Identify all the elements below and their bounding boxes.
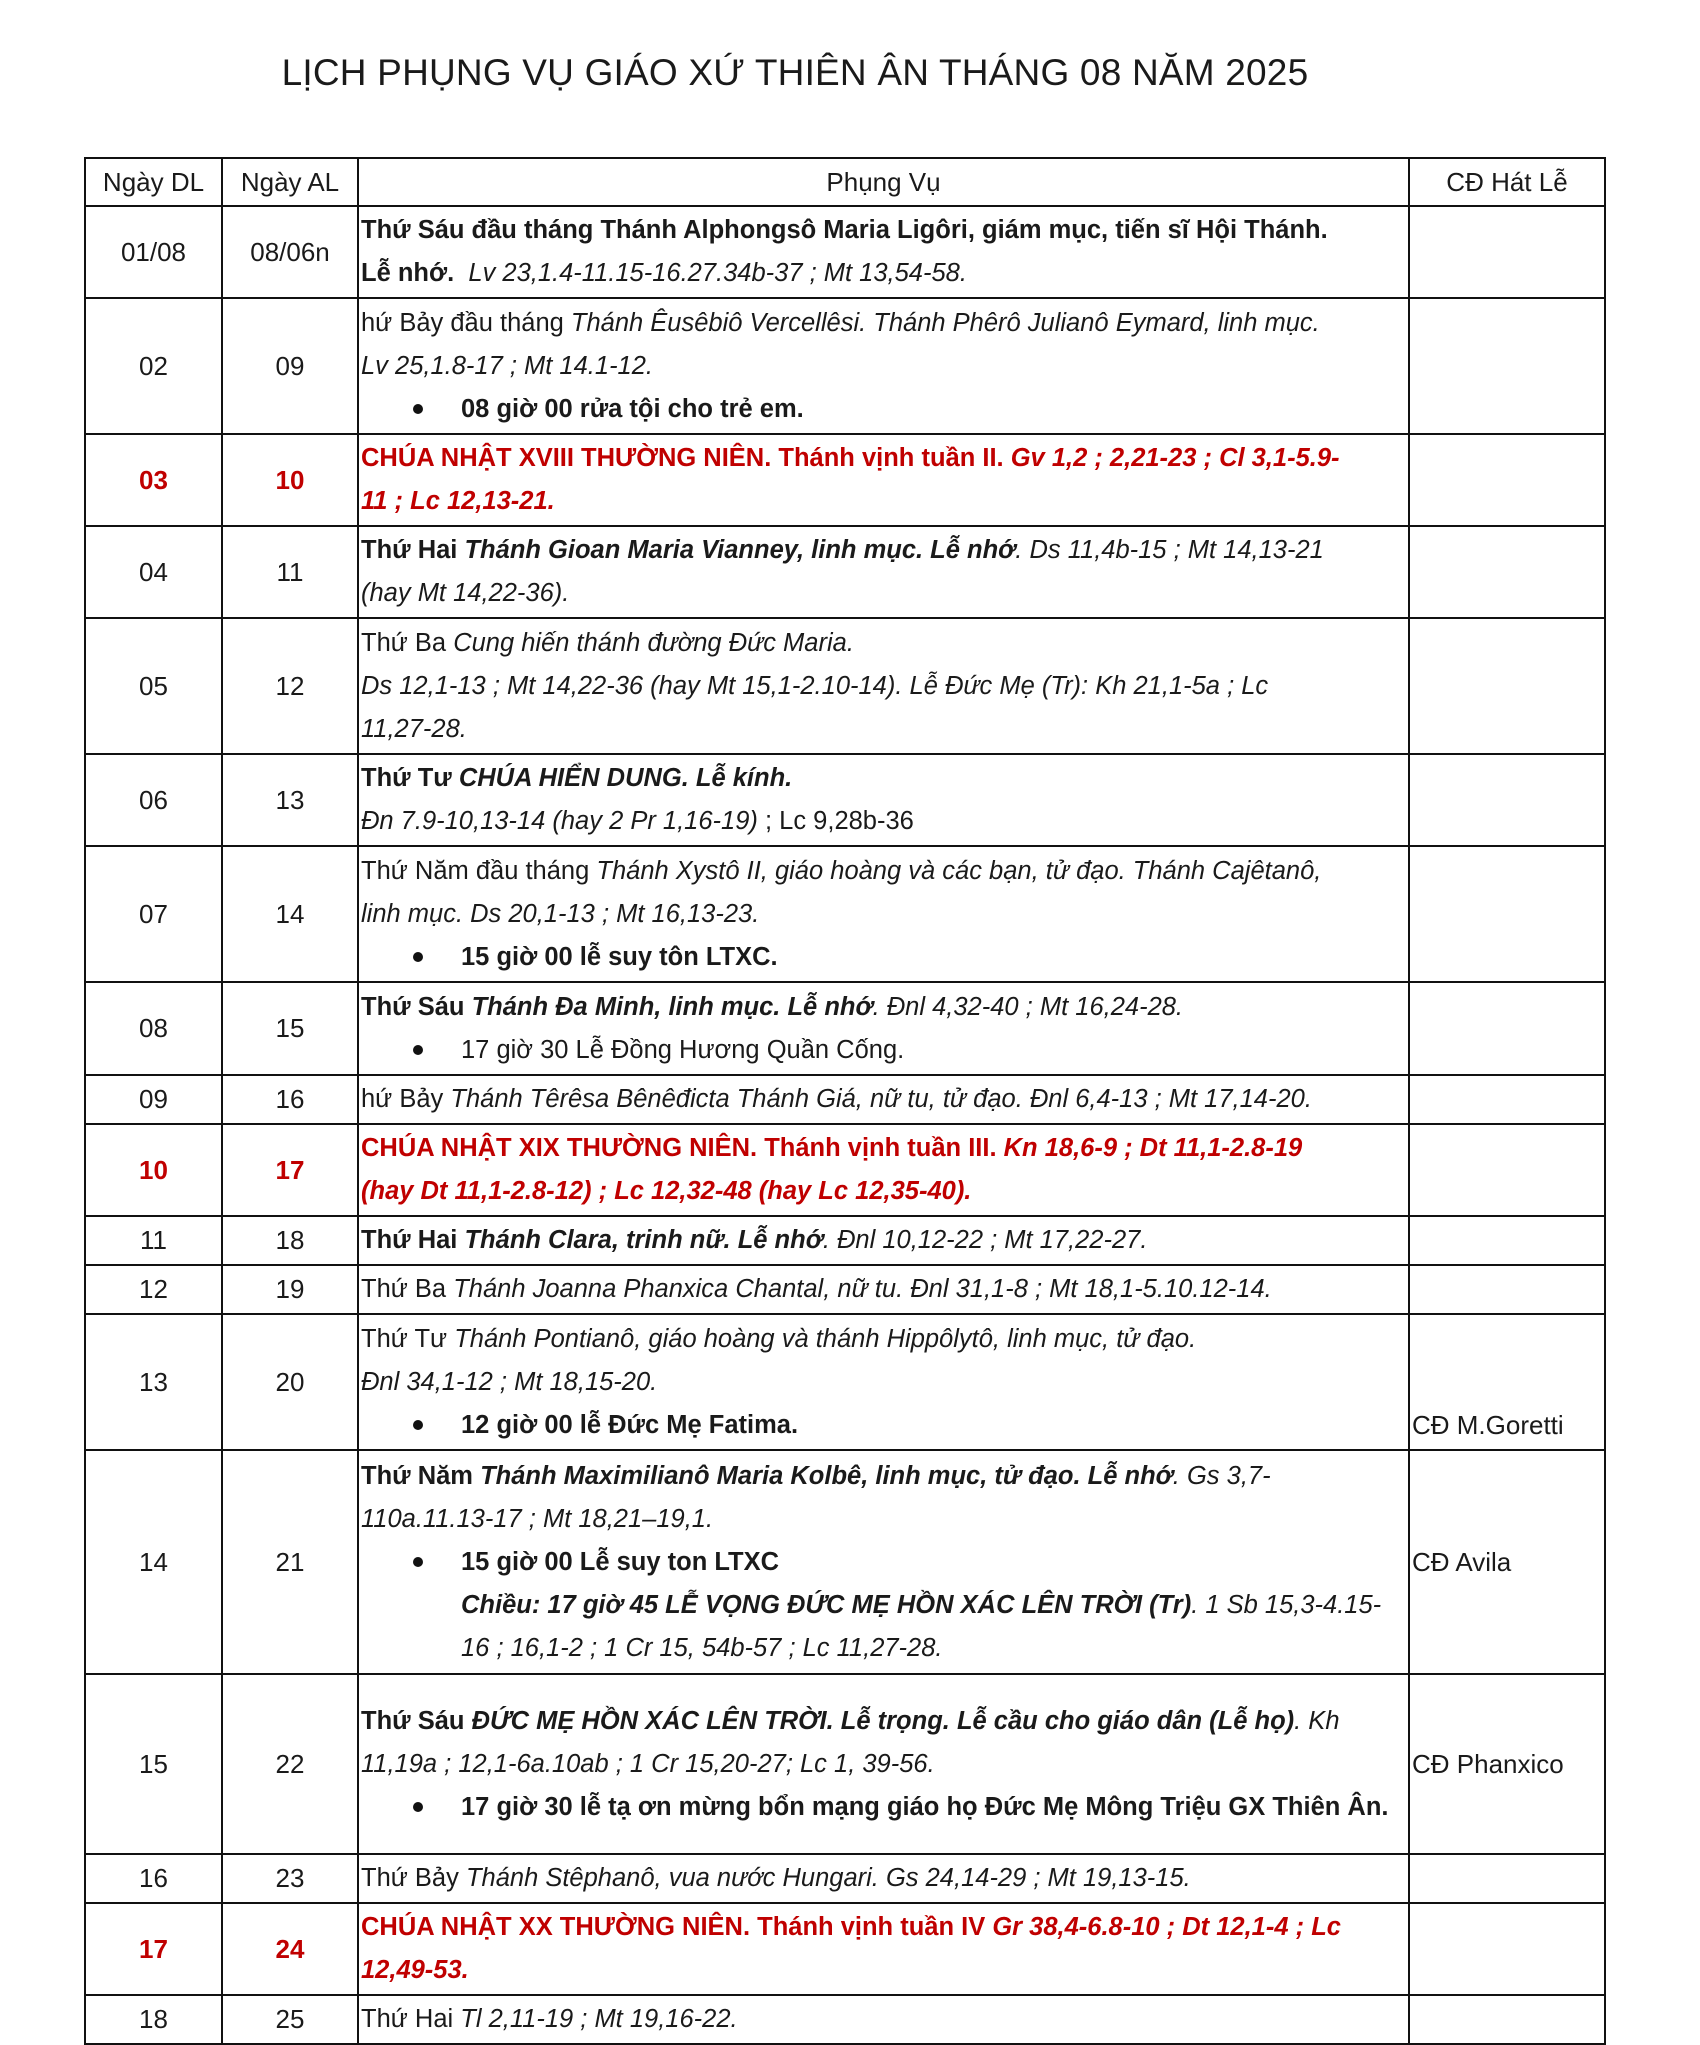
readings: (hay Dt 11,1-2.8-12) ; Lc 12,32-48 (hay Lc 12,35-40). [361, 1177, 972, 1205]
solar-date: 15 [85, 1674, 222, 1854]
lunar-date: 24 [222, 1903, 358, 1995]
header-solar-date: Ngày DL [85, 158, 222, 206]
readings: Gr 38,4-6.8-10 ; Dt 12,1-4 ; Lc [992, 1913, 1341, 1941]
table-row [85, 1075, 1605, 1124]
solar-date: 02 [85, 298, 222, 434]
readings: 110a.11.13-17 ; Mt 18,21–19,1. [361, 1504, 714, 1533]
weekday: Thứ Năm đầu tháng [361, 856, 597, 885]
weekday: Thứ Năm [361, 1461, 481, 1490]
table-row [85, 618, 1605, 754]
readings: Đnl 34,1-12 ; Mt 18,15-20. [361, 1367, 658, 1396]
readings: Gv 1,2 ; 2,21-23 ; Cl 3,1-5.9- [1010, 444, 1340, 472]
liturgy-cell [358, 434, 1409, 526]
table-row [85, 206, 1605, 298]
liturgy-cell [358, 1216, 1409, 1265]
liturgy-cell [358, 1075, 1409, 1124]
choir-cell [1409, 298, 1605, 434]
readings: 12,49-53. [361, 1956, 469, 1984]
lunar-date: 23 [222, 1854, 358, 1903]
table-row [85, 1854, 1605, 1903]
liturgy-cell [358, 846, 1409, 982]
choir-cell [1409, 1075, 1605, 1124]
readings: (hay Mt 14,22-36). [361, 579, 570, 607]
lunar-date: 22 [222, 1674, 358, 1854]
page-title: LỊCH PHỤNG VỤ GIÁO XỨ THIÊN ÂN THÁNG 08 NĂM 2025 [281, 52, 1309, 93]
solar-date: 18 [85, 1995, 222, 2044]
lunar-date: 21 [222, 1450, 358, 1674]
lunar-date: 15 [222, 982, 358, 1075]
liturgy-cell [358, 298, 1409, 434]
lunar-date: 20 [222, 1314, 358, 1450]
choir-cell [1409, 1995, 1605, 2044]
weekday: Thứ Sáu [361, 1706, 472, 1735]
choir-cell [1409, 1216, 1605, 1265]
choir-cell: CĐ M.Goretti [1409, 1314, 1605, 1450]
solar-date: 09 [85, 1075, 222, 1124]
readings: . Đnl 4,32-40 ; Mt 16,24-28. [872, 992, 1184, 1021]
saint-name: Thánh Maximilianô Maria Kolbê, linh mục, tử đạo. Lễ nhớ [480, 1461, 1173, 1490]
readings: Kn 18,6-9 ; Dt 11,1-2.8-19 [1003, 1134, 1303, 1162]
choir-cell [1409, 1903, 1605, 1995]
liturgy-cell [358, 982, 1409, 1075]
solar-date: 08 [85, 982, 222, 1075]
feast-name: ĐỨC MẸ HỒN XÁC LÊN TRỜI. Lễ trọng. Lễ cầu cho giáo dân (Lễ họ) [471, 1706, 1295, 1735]
saint-name: Cung hiến thánh đường Đức Maria. [453, 628, 854, 657]
table-row [85, 298, 1605, 434]
solar-date: 13 [85, 1314, 222, 1450]
lunar-date: 25 [222, 1995, 358, 2044]
solar-date: 01/08 [85, 206, 222, 298]
readings: 11,27-28. [361, 714, 467, 743]
bullet-icon [413, 404, 423, 414]
liturgy-cell [358, 1124, 1409, 1216]
weekday: hứ Bảy đầu tháng [361, 308, 571, 337]
header-lunar-date: Ngày AL [222, 158, 358, 206]
bullet-item: 15 giờ 00 lễ suy tôn LTXC. [361, 936, 1404, 979]
liturgy-cell [358, 206, 1409, 298]
bullet-item: 12 giờ 00 lễ Đức Mẹ Fatima. [361, 1404, 1404, 1447]
readings: Đn 7.9-10,13-14 (hay 2 Pr 1,16-19) [361, 807, 758, 835]
readings: Lv 23,1.4-11.15-16.27.34b-37 ; Mt 13,54-58. [468, 259, 967, 287]
memorial-label: Lễ nhớ. [361, 259, 455, 287]
solar-date: 07 [85, 846, 222, 982]
table-row [85, 846, 1605, 982]
solar-date: 11 [85, 1216, 222, 1265]
table-row [85, 434, 1605, 526]
table-row [85, 1674, 1605, 1854]
choir-cell [1409, 846, 1605, 982]
readings: . 1 Sb 15,3-4.15- [1191, 1590, 1382, 1619]
bullet-icon [413, 1420, 423, 1430]
choir-cell [1409, 982, 1605, 1075]
readings: . Kh [1294, 1706, 1340, 1735]
readings: . Gs 3,7- [1172, 1461, 1271, 1490]
table-row [85, 754, 1605, 846]
saint-name: Thánh Đa Minh, linh mục. Lễ nhớ [471, 992, 873, 1021]
bullet-item: 08 giờ 00 rửa tội cho trẻ em. [361, 388, 1404, 431]
table-row [85, 1124, 1605, 1216]
lunar-date: 09 [222, 298, 358, 434]
table-header-row [85, 158, 1605, 206]
sunday-title: CHÚA NHẬT XIX THƯỜNG NIÊN. Thánh vịnh tuần III. [361, 1134, 1004, 1162]
table-row [85, 1265, 1605, 1314]
choir-cell: CĐ Avila [1409, 1450, 1605, 1674]
readings: Lv 25,1.8-17 ; Mt 14.1-12. [361, 351, 654, 380]
liturgy-cell [358, 754, 1409, 846]
saint-name: Thánh Xystô II, giáo hoàng và các bạn, tử đạo. Thánh Cajêtanô, [596, 856, 1322, 885]
readings: ; Lc 9,28b-36 [757, 807, 914, 835]
choir-cell [1409, 434, 1605, 526]
saint-name: Thánh Êusêbiô Vercellêsi. Thánh Phêrô Julianô Eymard, linh mục. [570, 308, 1320, 337]
solar-date: 06 [85, 754, 222, 846]
liturgy-cell [358, 1674, 1409, 1854]
readings: 11 ; Lc 12,13-21. [361, 487, 555, 515]
lunar-date: 16 [222, 1075, 358, 1124]
liturgy-cell [358, 1450, 1409, 1674]
solar-date: 03 [85, 434, 222, 526]
solar-date: 05 [85, 618, 222, 754]
readings: Ds 12,1-13 ; Mt 14,22-36 (hay Mt 15,1-2.10-14). Lễ Đức Mẹ (Tr): Kh 21,1-5a ; Lc [361, 671, 1269, 700]
feast-name: CHÚA HIỂN DUNG. Lễ kính. [458, 764, 793, 792]
liturgy-cell [358, 1314, 1409, 1450]
sunday-title: CHÚA NHẬT XX THƯỜNG NIÊN. Thánh vịnh tuần IV [361, 1913, 993, 1941]
weekday: Thứ Ba [361, 628, 454, 657]
choir-cell [1409, 1265, 1605, 1314]
bullet-icon [413, 952, 423, 962]
weekday: Thứ Ba [361, 1275, 454, 1303]
bullet-item: 17 giờ 30 lễ tạ ơn mừng bổn mạng giáo họ Đức Mẹ Mông Triệu GX Thiên Ân. [361, 1786, 1404, 1829]
liturgy-cell [358, 526, 1409, 618]
readings: 16 ; 16,1-2 ; 1 Cr 15, 54b-57 ; Lc 11,27-28. [461, 1633, 943, 1662]
lunar-date: 10 [222, 434, 358, 526]
choir-cell [1409, 1854, 1605, 1903]
weekday: Thứ Hai [361, 536, 465, 564]
solar-date: 12 [85, 1265, 222, 1314]
choir-cell: CĐ Phanxico [1409, 1674, 1605, 1854]
solar-date: 17 [85, 1903, 222, 1995]
saint-name: Thánh Têrêsa Bênêđicta Thánh Giá, nữ tu, tử đạo. Đnl 6,4-13 ; Mt 17,14-20. [450, 1085, 1312, 1113]
lunar-date: 08/06n [222, 206, 358, 298]
liturgy-line: Thứ Sáu đầu tháng Thánh Alphongsô Maria Ligôri, giám mục, tiến sĩ Hội Thánh. [361, 216, 1328, 244]
readings: . Ds 11,4b-15 ; Mt 14,13-21 [1015, 536, 1324, 564]
liturgy-cell [358, 1854, 1409, 1903]
weekday: Thứ Bảy [361, 1864, 466, 1892]
vigil-mass: Chiều: 17 giờ 45 LỄ VỌNG ĐỨC MẸ HỒN XÁC LÊN TRỜI (Tr) [461, 1590, 1192, 1619]
bullet-item: 15 giờ 00 Lễ suy ton LTXC [361, 1541, 1404, 1584]
liturgical-calendar-table [84, 157, 1606, 2045]
table-row [85, 982, 1605, 1075]
choir-cell [1409, 1124, 1605, 1216]
weekday: Thứ Hai [361, 2005, 461, 2033]
saint-name: Thánh Gioan Maria Vianney, linh mục. Lễ nhớ [464, 536, 1016, 564]
bullet-icon [413, 1802, 423, 1812]
weekday: Thứ Hai [361, 1226, 465, 1254]
weekday: hứ Bảy [361, 1085, 451, 1113]
lunar-date: 14 [222, 846, 358, 982]
saint-name: Thánh Pontianô, giáo hoàng và thánh Hippôlytô, linh mục, tử đạo. [454, 1324, 1197, 1353]
choir-cell [1409, 754, 1605, 846]
solar-date: 14 [85, 1450, 222, 1674]
table-row [85, 526, 1605, 618]
lunar-date: 12 [222, 618, 358, 754]
saint-name: Thánh Clara, trinh nữ. Lễ nhớ [464, 1226, 823, 1254]
bullet-item: 17 giờ 30 Lễ Đồng Hương Quần Cống. [361, 1029, 1404, 1072]
choir-cell [1409, 526, 1605, 618]
saint-name: Thánh Stêphanô, vua nước Hungari. Gs 24,14-29 ; Mt 19,13-15. [465, 1864, 1191, 1892]
readings: linh mục. Ds 20,1-13 ; Mt 16,13-23. [361, 899, 760, 928]
lunar-date: 13 [222, 754, 358, 846]
liturgy-cell [358, 618, 1409, 754]
lunar-date: 17 [222, 1124, 358, 1216]
header-choir: CĐ Hát Lễ [1409, 158, 1605, 206]
solar-date: 04 [85, 526, 222, 618]
saint-name: Thánh Joanna Phanxica Chantal, nữ tu. Đnl 31,1-8 ; Mt 18,1-5.10.12-14. [453, 1275, 1272, 1303]
lunar-date: 19 [222, 1265, 358, 1314]
weekday: Thứ Tư [361, 764, 459, 792]
weekday: Thứ Sáu [361, 992, 472, 1021]
weekday: Thứ Tư [361, 1324, 455, 1353]
table-row [85, 1450, 1605, 1674]
liturgy-cell [358, 1265, 1409, 1314]
readings: Tl 2,11-19 ; Mt 19,16-22. [460, 2005, 738, 2033]
liturgy-cell [358, 1995, 1409, 2044]
liturgy-cell [358, 1903, 1409, 1995]
solar-date: 16 [85, 1854, 222, 1903]
solar-date: 10 [85, 1124, 222, 1216]
header-liturgy: Phụng Vụ [358, 158, 1409, 206]
table-row [85, 1216, 1605, 1265]
table-row [85, 1995, 1605, 2044]
lunar-date: 11 [222, 526, 358, 618]
readings: 11,19a ; 12,1-6a.10ab ; 1 Cr 15,20-27; Lc 1, 39-56. [361, 1749, 935, 1778]
sunday-title: CHÚA NHẬT XVIII THƯỜNG NIÊN. Thánh vịnh tuần II. [361, 444, 1011, 472]
choir-cell [1409, 206, 1605, 298]
table-row [85, 1903, 1605, 1995]
table-row [85, 1314, 1605, 1450]
readings: . Đnl 10,12-22 ; Mt 17,22-27. [822, 1226, 1148, 1254]
bullet-icon [413, 1557, 423, 1567]
choir-cell [1409, 618, 1605, 754]
lunar-date: 18 [222, 1216, 358, 1265]
bullet-icon [413, 1045, 423, 1055]
